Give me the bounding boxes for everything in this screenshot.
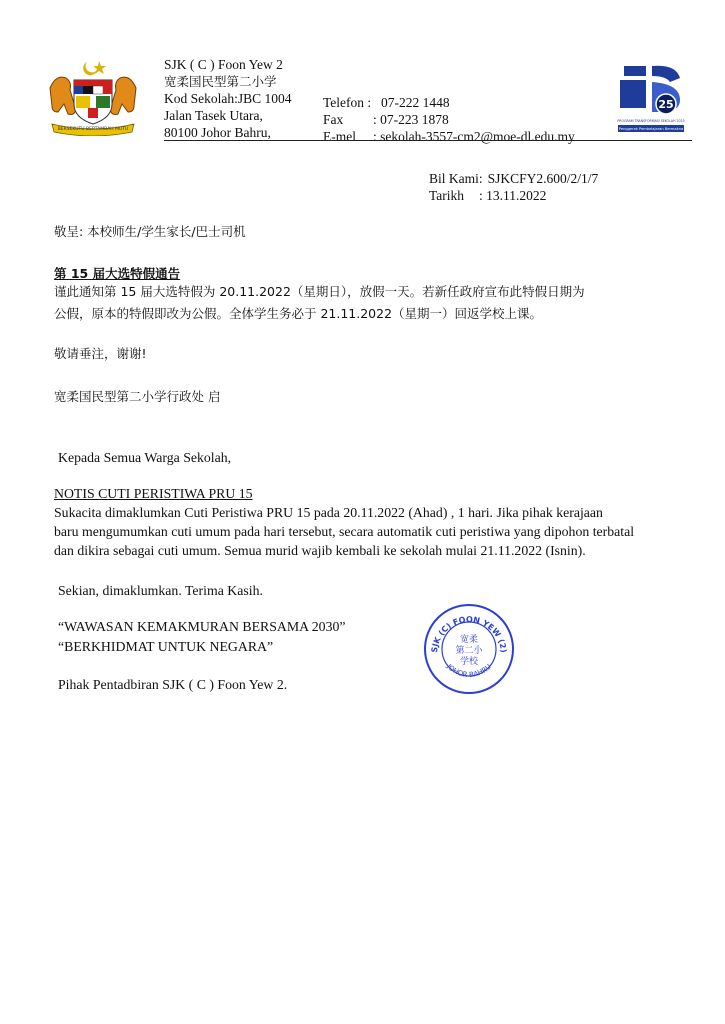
malay-closing: Sekian, dimaklumkan. Terima Kasih. [58,583,263,598]
address-line-2: 80100 Johor Bahru, [164,125,271,140]
telefon-label: Telefon : [323,95,372,110]
fax-value: : 07-223 1878 [373,112,449,127]
motto-berkhidmat: “BERKHIDMAT UNTUK NEGARA” [58,639,274,654]
telefon-value: 07-222 1448 [381,95,450,110]
crest-motto: BERSEKUTU BERTAMBAH MUTU [57,127,129,132]
chinese-body-line-2: 公假，原本的特假即改为公假。全体学生务必于 21.11.2022（星期一）回返学校上课。 [54,306,543,321]
email-value: : sekolah-3557-cm2@moe-dl.edu.my [373,129,575,144]
school-stamp [422,602,516,696]
telefon-row [323,94,575,111]
stamp-bottom-text: JOHOR BAHRU [445,662,493,680]
address-line-1: Jalan Tasek Utara, [164,108,263,123]
chinese-title: 第 15 届大选特假通告 [54,266,181,281]
school-name: SJK ( C ) Foon Yew 2 [164,57,283,72]
school-name-chinese: 宽柔国民型第二小学 [164,74,277,89]
stamp-outer-text: SJK (C) FOON YEW (2) [429,614,509,654]
logo-caption-2: Penggerak Pembelajaran Bermakna [618,127,684,131]
malay-salutation: Kepada Semua Warga Sekolah, [58,450,232,465]
bil-row [429,170,598,187]
chinese-signoff: 宽柔国民型第二小学行政处 启 [54,389,221,404]
malay-signoff: Pihak Pentadbiran SJK ( C ) Foon Yew 2. [58,677,288,692]
chinese-salutation: 敬呈: 本校师生/学生家长/巴士司机 [54,224,246,239]
school-address-block [164,56,292,141]
malay-body-line-2: baru mengumumkan cuti umum pada hari tersebut, secara automatik cuti peristiwa yang dipohon terbatal [54,524,635,539]
malay-body-line-3: dan dikira sebagai cuti umum. Semua murid wajib kembali ke sekolah mulai 21.11.2022 (Isnin). [54,543,586,558]
tarikh-value: : 13.11.2022 [479,188,547,203]
fax-label: Fax [323,112,344,127]
email-row [323,128,575,145]
bil-label: Bil Kami: [429,171,483,186]
chinese-body-line-1: 谨此通知第 15 届大选特假为 20.11.2022（星期日），放假一天。若新任政府宣布此特假日期为 [54,284,585,299]
stamp-center-line-2: 第二小 [455,646,483,656]
reference-block [429,170,598,204]
letterhead-divider [164,140,692,141]
coat-of-arms-icon [44,58,142,136]
chinese-closing: 敬请垂注，谢谢! [54,346,147,361]
tarikh-row [429,187,598,204]
stamp-center-line-1: 宽柔 [459,635,479,645]
logo-caption-1: PROGRAM TRANSFORMASI SEKOLAH 2025 [617,119,685,123]
malay-title: NOTIS CUTI PERISTIWA PRU 15 [54,486,253,501]
school-code: Kod Sekolah:JBC 1004 [164,91,292,106]
email-label: E-mel [323,129,356,144]
stamp-center-line-3: 学校 [459,657,479,667]
tarikh-label: Tarikh [429,188,465,203]
transformasi-sekolah-2025-logo [612,60,690,138]
contact-block [323,94,575,145]
logo-number: 25 [658,98,674,111]
malay-body-line-1: Sukacita dimaklumkan Cuti Peristiwa PRU 15 pada 20.11.2022 (Ahad) , 1 hari. Jika pihak kerajaan [54,505,603,520]
fax-row [323,111,575,128]
bil-value: SJKCFY2.600/2/1/7 [487,171,599,186]
motto-wawasan: “WAWASAN KEMAKMURAN BERSAMA 2030” [58,619,346,634]
